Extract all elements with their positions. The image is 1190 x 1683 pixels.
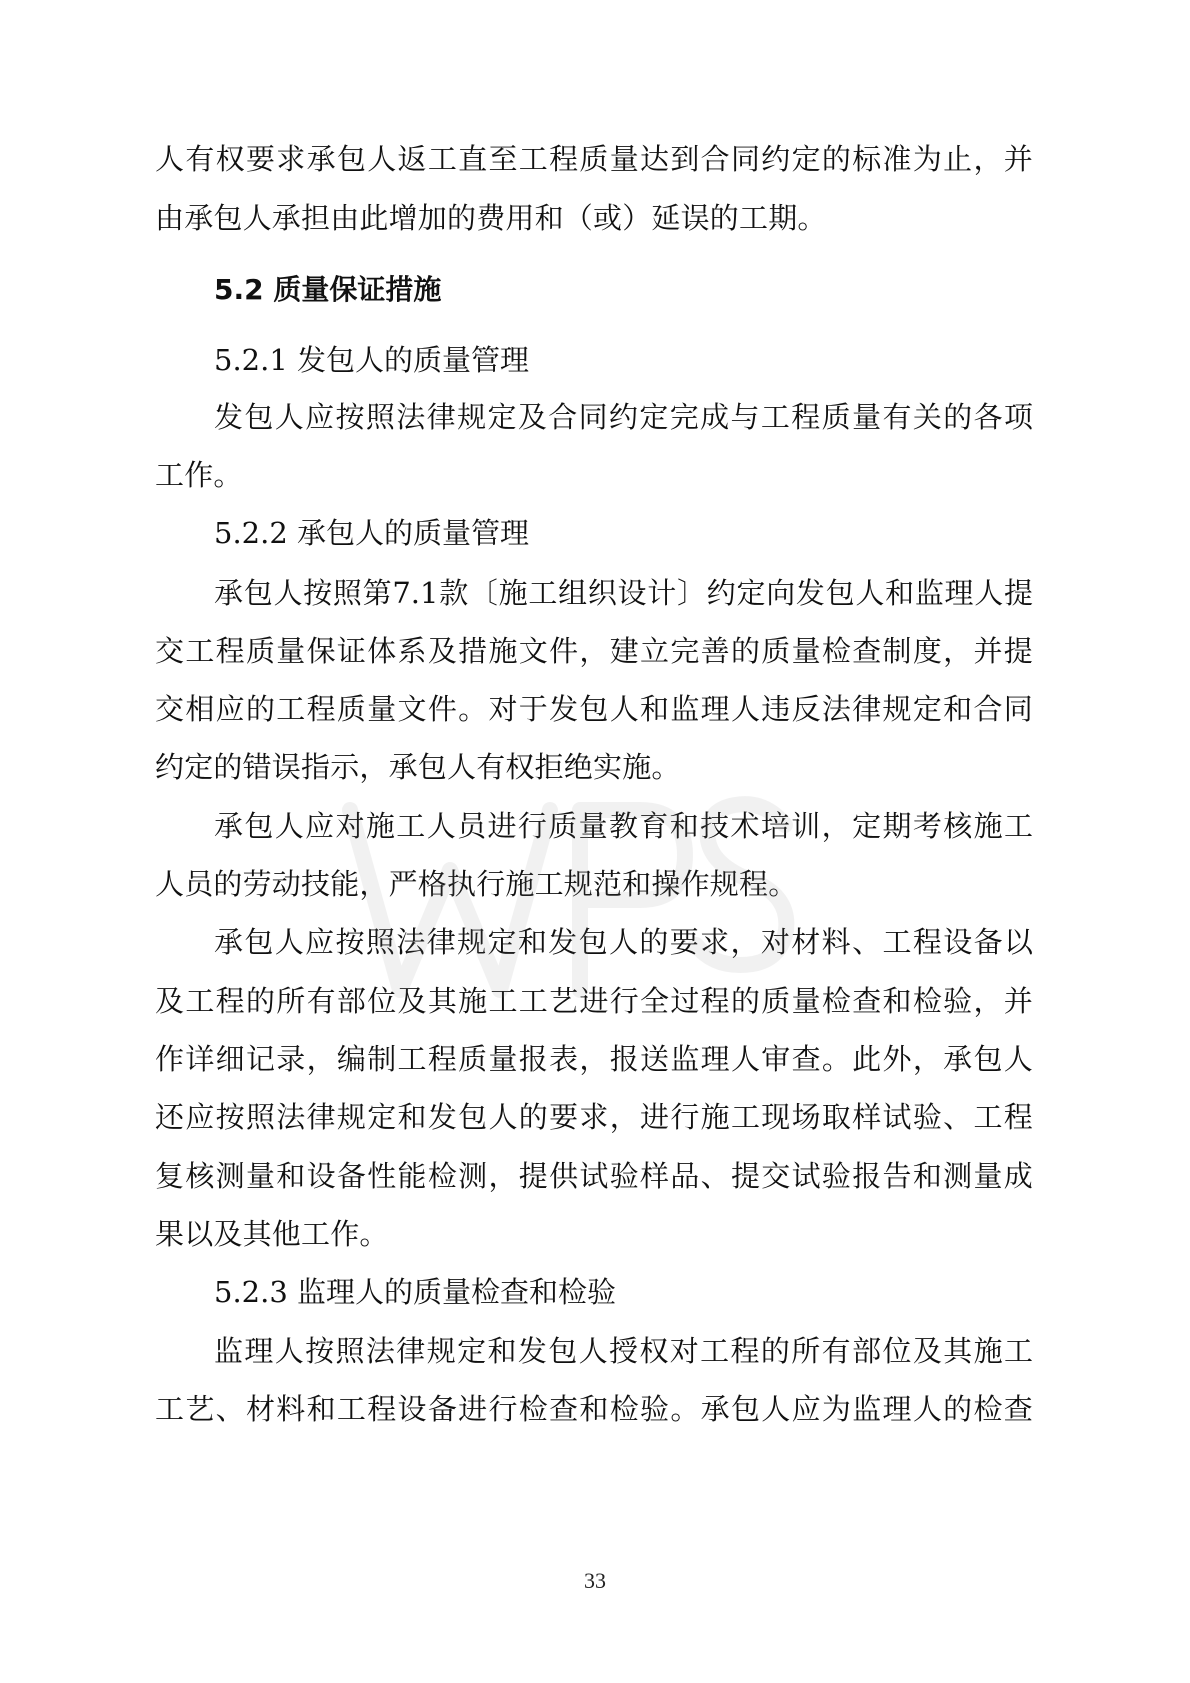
paragraph-line: 交工程质量保证体系及措施文件，建立完善的质量检查制度，并提 [155, 634, 1033, 668]
paragraph-line: 人有权要求承包人返工直至工程质量达到合同约定的标准为止，并 [155, 142, 1033, 176]
paragraph-line: 还应按照法律规定和发包人的要求，进行施工现场取样试验、工程 [155, 1100, 1033, 1134]
subsection-heading: 5.2.1 发包人的质量管理 [214, 343, 530, 377]
paragraph-line: 复核测量和设备性能检测，提供试验样品、提交试验报告和测量成 [155, 1159, 1033, 1193]
paragraph-line: 监理人按照法律规定和发包人授权对工程的所有部位及其施工 [214, 1334, 1033, 1368]
subsection-heading: 5.2.2 承包人的质量管理 [214, 516, 530, 550]
paragraph-line: 承包人应对施工人员进行质量教育和技术培训，定期考核施工 [214, 809, 1033, 843]
paragraph-line: 发包人应按照法律规定及合同约定完成与工程质量有关的各项 [214, 400, 1033, 434]
paragraph-line: 果以及其他工作。 [155, 1217, 389, 1251]
paragraph-line: 由承包人承担由此增加的费用和（或）延误的工期。 [155, 201, 827, 235]
section-heading: 5.2 质量保证措施 [214, 273, 442, 306]
paragraph-line: 交相应的工程质量文件。对于发包人和监理人违反法律规定和合同 [155, 692, 1033, 726]
subsection-heading: 5.2.3 监理人的质量检查和检验 [214, 1275, 617, 1309]
page-number: 33 [584, 1568, 606, 1593]
paragraph-line: 作详细记录，编制工程质量报表，报送监理人审查。此外，承包人 [155, 1042, 1033, 1076]
paragraph-line: 人员的劳动技能，严格执行施工规范和操作规程。 [155, 867, 798, 901]
paragraph-line: 工作。 [155, 458, 243, 492]
paragraph-line: 工艺、材料和工程设备进行检查和检验。承包人应为监理人的检查 [155, 1392, 1033, 1426]
paragraph-line: 承包人按照第7.1款〔施工组织设计〕约定向发包人和监理人提 [214, 576, 1033, 610]
paragraph-line: 及工程的所有部位及其施工工艺进行全过程的质量检查和检验，并 [155, 984, 1033, 1018]
paragraph-line: 承包人应按照法律规定和发包人的要求，对材料、工程设备以 [214, 925, 1033, 959]
paragraph-line: 约定的错误指示，承包人有权拒绝实施。 [155, 750, 681, 784]
